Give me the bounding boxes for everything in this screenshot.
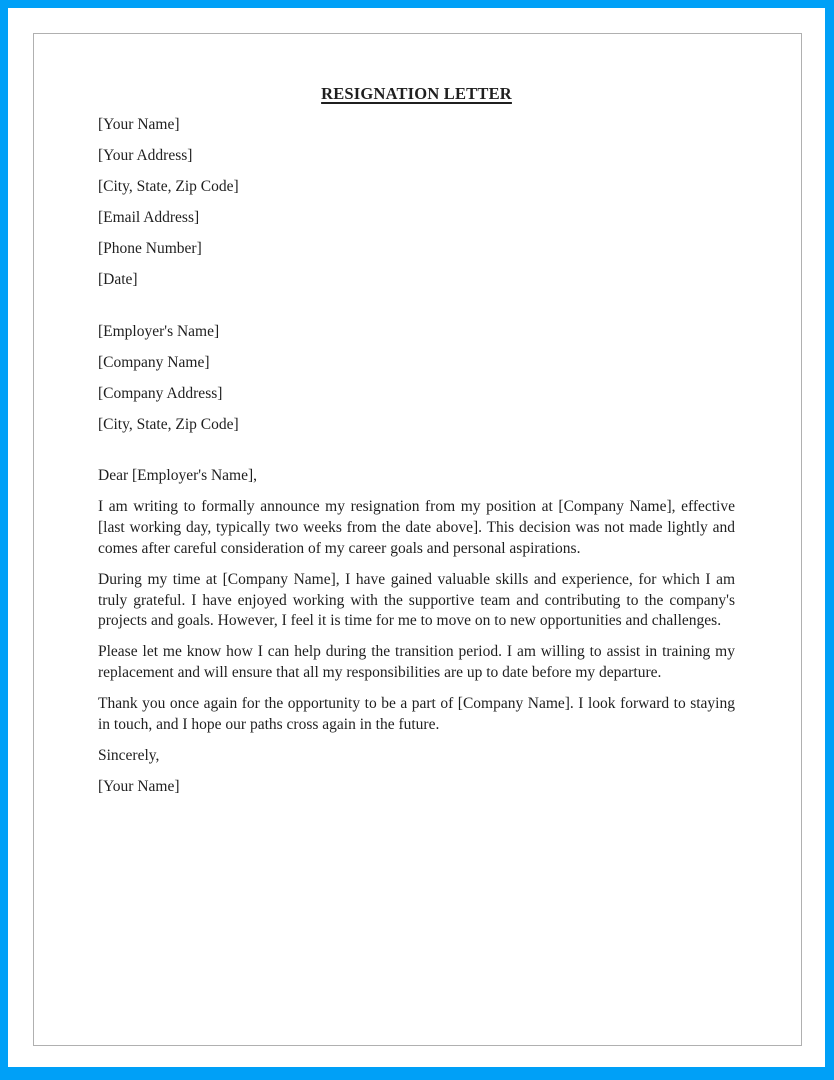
sender-city-line: [City, State, Zip Code] xyxy=(98,178,239,195)
company-address-line: [Company Address] xyxy=(98,384,223,402)
body-paragraph: I am writing to formally announce my resignation from my position at [Company Name], effective [last working day, typically two weeks from the date above]. This decision was not made lightly and comes after careful consideration of my career goals and personal aspirations. xyxy=(98,498,735,557)
body-paragraph: During my time at [Company Name], I have gained valuable skills and experience, for which I am truly grateful. I have enjoyed working with the supportive team and contributing to the company's projects and goals. However, I feel it is time for me to move on to new opportunities and challenges. xyxy=(98,570,735,630)
sender-address-line: [Your Address] xyxy=(98,147,193,164)
company-name-line: [Company Name] xyxy=(98,353,210,371)
sender-block xyxy=(98,115,735,291)
employer-name-line: [Employer's Name] xyxy=(98,322,220,340)
date-line: [Date] xyxy=(98,271,138,288)
closing: Sincerely, xyxy=(98,746,160,764)
sender-email-line: [Email Address] xyxy=(98,209,200,226)
company-city-line: [City, State, Zip Code] xyxy=(98,415,239,433)
body-paragraph: Thank you once again for the opportunity to be a part of [Company Name]. I look forward to staying in touch, and I hope our paths cross again in the future. xyxy=(98,694,735,733)
body-paragraph: Please let me know how I can help during the transition period. I am willing to assist in training my replacement and will ensure that all my responsibilities are up to date before my departure. xyxy=(98,643,735,681)
letter-title: RESIGNATION LETTER xyxy=(321,84,512,103)
recipient-block xyxy=(98,322,735,436)
letter-body xyxy=(98,497,735,735)
document-page xyxy=(33,33,802,1046)
signature-line: [Your Name] xyxy=(98,777,180,795)
sender-name-line: [Your Name] xyxy=(98,116,180,133)
salutation: Dear [Employer's Name], xyxy=(98,467,258,485)
page-margin-area xyxy=(8,8,825,1067)
sender-phone-line: [Phone Number] xyxy=(98,240,202,257)
